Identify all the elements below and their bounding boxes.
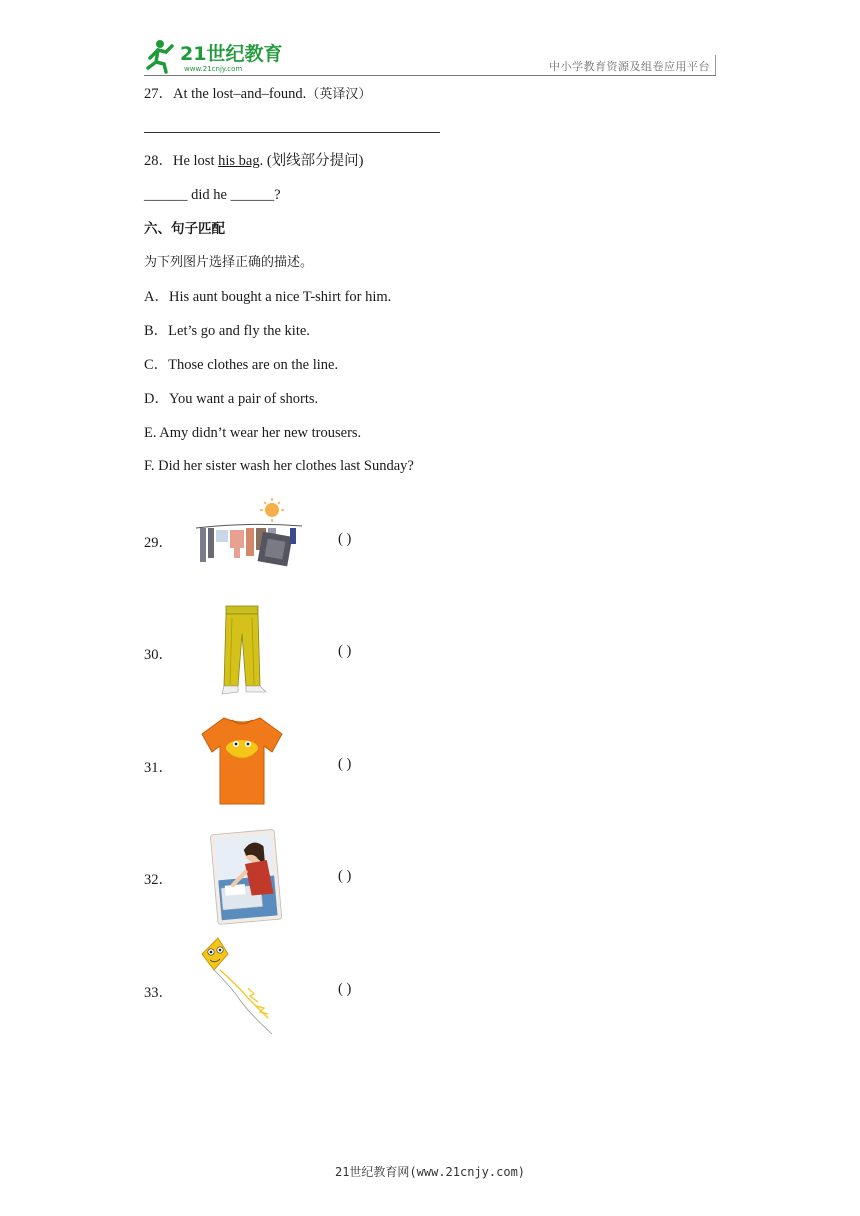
section-title: 六、句子匹配 xyxy=(144,221,225,237)
page-footer: 21世纪教育网(www.21cnjy.com) xyxy=(334,1165,526,1179)
question-30-number: 30． xyxy=(144,647,173,663)
answer-paren-31[interactable]: ( ) xyxy=(338,756,352,772)
question-27 xyxy=(144,85,371,104)
question-28-answer[interactable]: ______ did he ______? xyxy=(144,187,281,203)
clothesline-icon xyxy=(194,498,306,578)
svg-text:21世纪教育: 21世纪教育 xyxy=(180,43,283,65)
question-32-number: 32． xyxy=(144,872,173,888)
question-28 xyxy=(144,152,364,170)
answer-paren-30[interactable]: ( ) xyxy=(338,643,352,659)
tshirt-icon xyxy=(200,714,284,806)
question-27-number: 27． xyxy=(144,86,173,102)
section-instruction: 为下列图片选择正确的描述。 xyxy=(144,255,314,270)
question-28-post: . (划线部分提问) xyxy=(259,153,364,169)
question-28-number: 28． xyxy=(144,153,173,169)
option-e: E. Amy didn’t wear her new trousers. xyxy=(144,425,362,441)
answer-paren-32[interactable]: ( ) xyxy=(338,868,352,884)
question-28-pre: He lost xyxy=(173,153,219,169)
question-28-underlined: his bag xyxy=(218,153,260,169)
runner-icon xyxy=(148,40,172,72)
option-a: A．His aunt bought a nice T-shirt for him. xyxy=(144,289,392,305)
option-d: D．You want a pair of shorts. xyxy=(144,391,319,407)
trousers-icon xyxy=(216,604,268,696)
question-29-number: 29． xyxy=(144,535,173,551)
question-33-number: 33． xyxy=(144,985,173,1001)
answer-line-27[interactable] xyxy=(144,132,440,133)
option-f: F. Did her sister wash her clothes last Sunday? xyxy=(144,458,414,474)
header-divider xyxy=(715,55,716,75)
svg-text:www.21cnjy.com: www.21cnjy.com xyxy=(184,65,243,73)
question-31-number: 31． xyxy=(144,760,173,776)
answer-paren-29[interactable]: ( ) xyxy=(338,531,352,547)
option-c: C．Those clothes are on the line. xyxy=(144,357,339,373)
question-27-text: At the lost–and–found. xyxy=(173,86,307,102)
logo xyxy=(144,36,284,76)
kite-icon xyxy=(198,936,282,1038)
header-platform-text: 中小学教育资源及组卷应用平台 xyxy=(549,60,710,73)
answer-paren-33[interactable]: ( ) xyxy=(338,981,352,997)
option-b: B．Let’s go and fly the kite. xyxy=(144,323,310,339)
question-27-hint: （英译汉） xyxy=(306,87,372,102)
page-header xyxy=(144,36,716,78)
girl-washing-icon xyxy=(206,826,284,926)
header-rule xyxy=(144,75,716,76)
